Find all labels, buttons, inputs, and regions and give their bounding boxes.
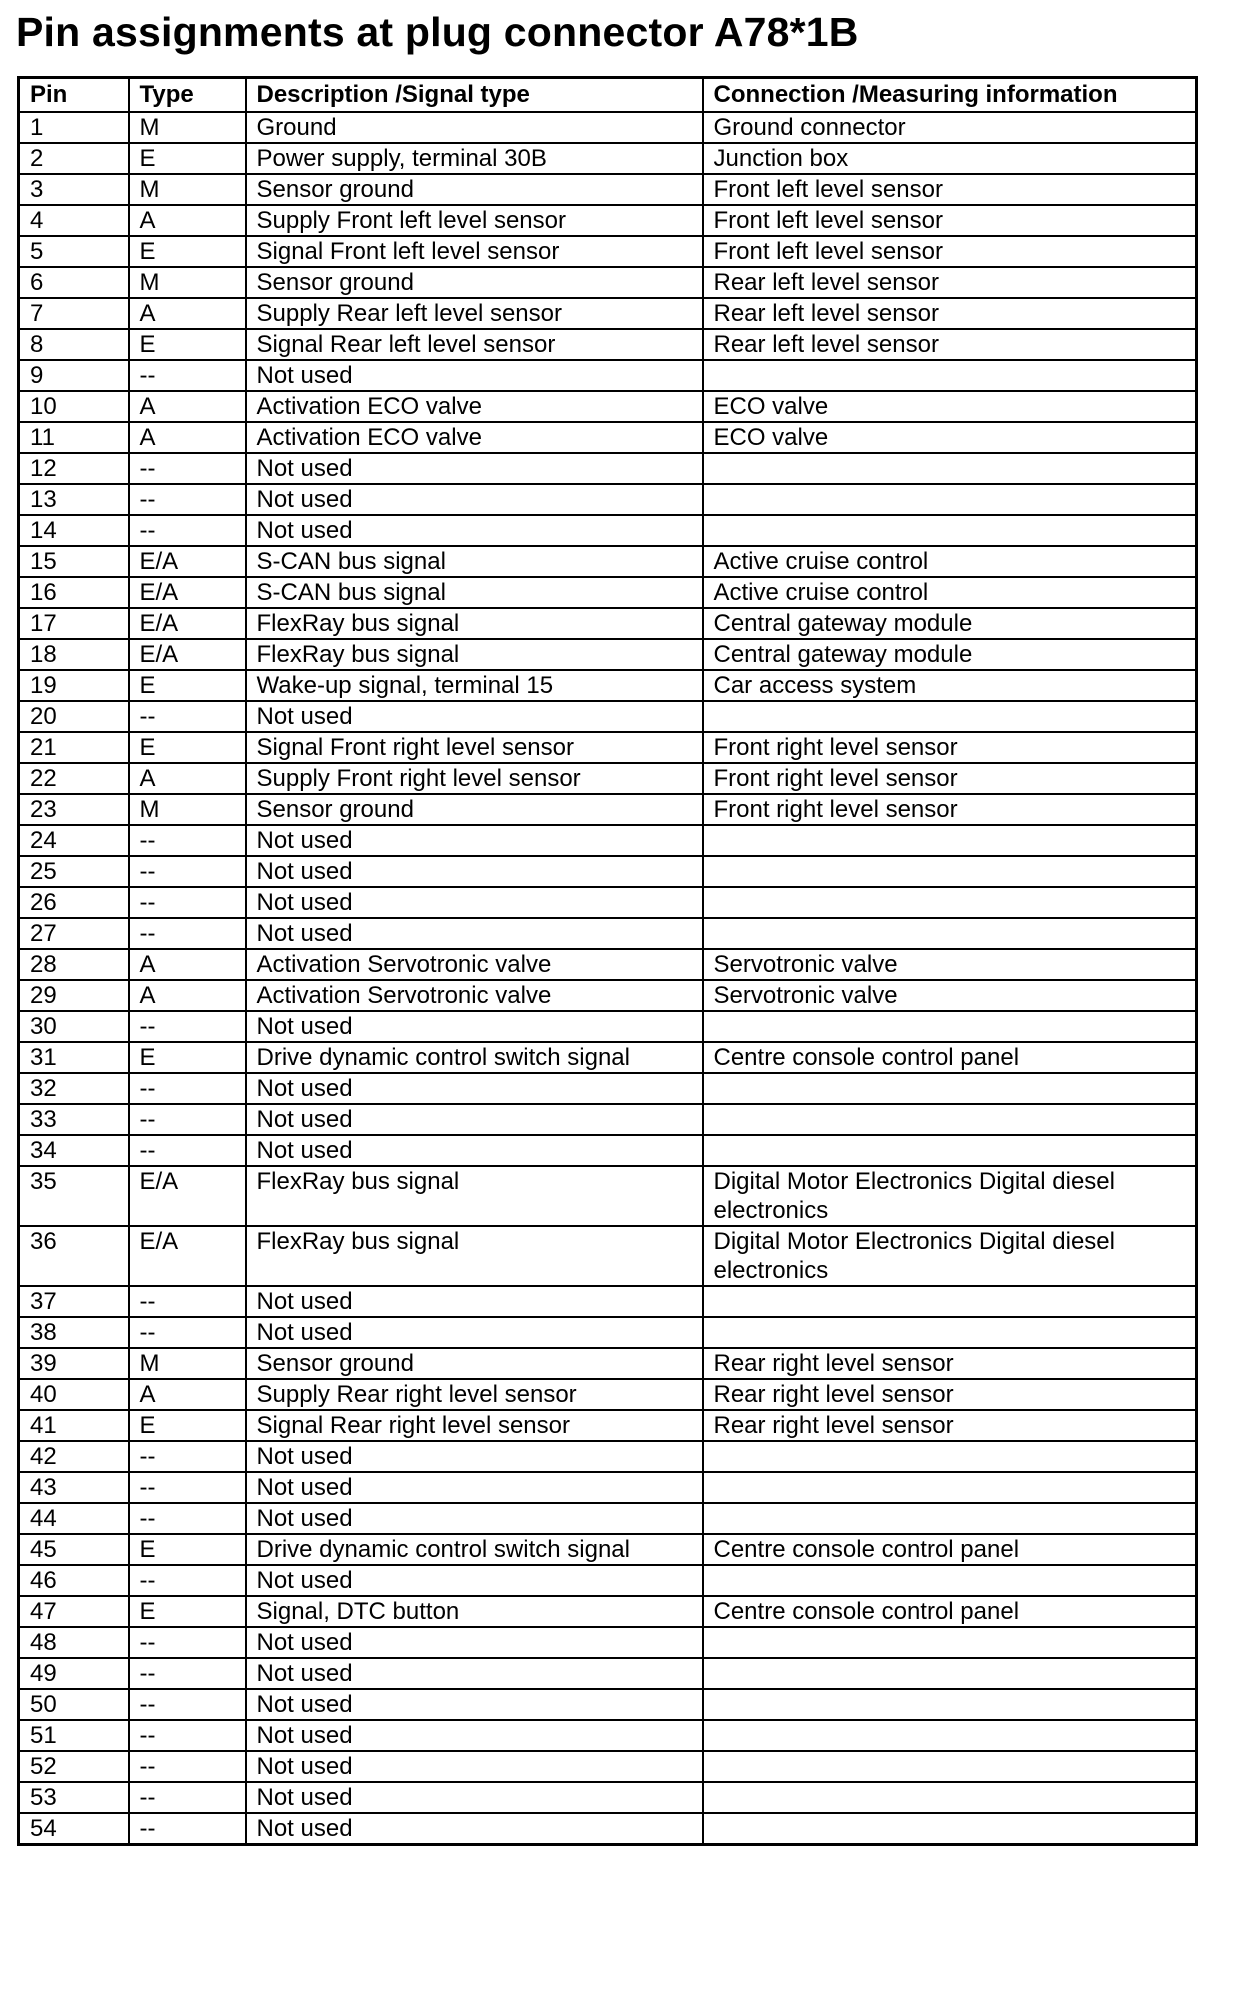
pin-cell: 29 bbox=[19, 980, 129, 1011]
description-cell: Not used bbox=[246, 484, 703, 515]
table-row bbox=[19, 1226, 1197, 1286]
connection-cell: Central gateway module bbox=[703, 608, 1197, 639]
type-cell: -- bbox=[129, 918, 246, 949]
pin-cell: 38 bbox=[19, 1317, 129, 1348]
description-cell: Activation ECO valve bbox=[246, 422, 703, 453]
connection-cell bbox=[703, 1782, 1197, 1813]
description-cell: Not used bbox=[246, 1813, 703, 1845]
type-cell: -- bbox=[129, 1317, 246, 1348]
type-cell: A bbox=[129, 422, 246, 453]
description-cell: FlexRay bus signal bbox=[246, 608, 703, 639]
description-cell: Not used bbox=[246, 515, 703, 546]
connection-cell: Front left level sensor bbox=[703, 174, 1197, 205]
connection-cell bbox=[703, 1135, 1197, 1166]
table-row bbox=[19, 918, 1197, 949]
connection-cell: ECO valve bbox=[703, 391, 1197, 422]
table-row bbox=[19, 1379, 1197, 1410]
column-header-type: Type bbox=[129, 78, 246, 113]
description-cell: Ground bbox=[246, 112, 703, 143]
connection-cell bbox=[703, 1472, 1197, 1503]
description-cell: Not used bbox=[246, 856, 703, 887]
description-cell: Not used bbox=[246, 1751, 703, 1782]
connection-cell: Rear left level sensor bbox=[703, 267, 1197, 298]
table-row bbox=[19, 298, 1197, 329]
pin-cell: 1 bbox=[19, 112, 129, 143]
description-cell: Signal, DTC button bbox=[246, 1596, 703, 1627]
type-cell: -- bbox=[129, 1073, 246, 1104]
connection-cell: Front right level sensor bbox=[703, 794, 1197, 825]
connection-cell: Digital Motor Electronics Digital diesel electronics bbox=[703, 1166, 1197, 1226]
table-row bbox=[19, 1565, 1197, 1596]
type-cell: -- bbox=[129, 1011, 246, 1042]
pin-cell: 44 bbox=[19, 1503, 129, 1534]
connection-cell: Digital Motor Electronics Digital diesel electronics bbox=[703, 1226, 1197, 1286]
description-cell: FlexRay bus signal bbox=[246, 1166, 703, 1226]
table-row bbox=[19, 1042, 1197, 1073]
description-cell: Not used bbox=[246, 360, 703, 391]
pin-cell: 16 bbox=[19, 577, 129, 608]
pin-cell: 51 bbox=[19, 1720, 129, 1751]
type-cell: -- bbox=[129, 360, 246, 391]
type-cell: E bbox=[129, 1534, 246, 1565]
connection-cell bbox=[703, 1073, 1197, 1104]
table-row bbox=[19, 608, 1197, 639]
connection-cell: Servotronic valve bbox=[703, 980, 1197, 1011]
type-cell: -- bbox=[129, 701, 246, 732]
connection-cell bbox=[703, 484, 1197, 515]
connection-cell bbox=[703, 1286, 1197, 1317]
type-cell: E bbox=[129, 732, 246, 763]
pin-cell: 48 bbox=[19, 1627, 129, 1658]
type-cell: M bbox=[129, 1348, 246, 1379]
description-cell: Not used bbox=[246, 1317, 703, 1348]
pin-cell: 3 bbox=[19, 174, 129, 205]
type-cell: E bbox=[129, 1042, 246, 1073]
page-title: Pin assignments at plug connector A78*1B bbox=[16, 9, 859, 55]
table-row bbox=[19, 360, 1197, 391]
connection-cell bbox=[703, 515, 1197, 546]
connection-cell bbox=[703, 1104, 1197, 1135]
description-cell: Supply Front left level sensor bbox=[246, 205, 703, 236]
pin-cell: 47 bbox=[19, 1596, 129, 1627]
connection-cell bbox=[703, 1441, 1197, 1472]
type-cell: E/A bbox=[129, 577, 246, 608]
pin-assignment-table bbox=[17, 76, 1198, 1846]
connection-cell: Front left level sensor bbox=[703, 236, 1197, 267]
connection-cell bbox=[703, 360, 1197, 391]
table-row bbox=[19, 1472, 1197, 1503]
connection-cell bbox=[703, 453, 1197, 484]
pin-cell: 19 bbox=[19, 670, 129, 701]
table-row bbox=[19, 1658, 1197, 1689]
table-row bbox=[19, 1073, 1197, 1104]
description-cell: Not used bbox=[246, 1011, 703, 1042]
pin-cell: 26 bbox=[19, 887, 129, 918]
type-cell: A bbox=[129, 391, 246, 422]
type-cell: -- bbox=[129, 825, 246, 856]
type-cell: E bbox=[129, 143, 246, 174]
table-row bbox=[19, 267, 1197, 298]
pin-cell: 46 bbox=[19, 1565, 129, 1596]
table-row bbox=[19, 1627, 1197, 1658]
pin-cell: 43 bbox=[19, 1472, 129, 1503]
pin-cell: 32 bbox=[19, 1073, 129, 1104]
connection-cell bbox=[703, 1565, 1197, 1596]
pin-cell: 28 bbox=[19, 949, 129, 980]
type-cell: A bbox=[129, 763, 246, 794]
type-cell: -- bbox=[129, 453, 246, 484]
table-row bbox=[19, 1596, 1197, 1627]
connection-cell: Rear left level sensor bbox=[703, 298, 1197, 329]
description-cell: Signal Rear left level sensor bbox=[246, 329, 703, 360]
pin-cell: 13 bbox=[19, 484, 129, 515]
description-cell: Sensor ground bbox=[246, 1348, 703, 1379]
description-cell: Supply Rear right level sensor bbox=[246, 1379, 703, 1410]
pin-cell: 22 bbox=[19, 763, 129, 794]
pin-cell: 35 bbox=[19, 1166, 129, 1226]
description-cell: Not used bbox=[246, 1135, 703, 1166]
description-cell: Supply Front right level sensor bbox=[246, 763, 703, 794]
connection-cell: Active cruise control bbox=[703, 546, 1197, 577]
table-row bbox=[19, 1011, 1197, 1042]
pin-cell: 20 bbox=[19, 701, 129, 732]
type-cell: A bbox=[129, 949, 246, 980]
type-cell: -- bbox=[129, 1135, 246, 1166]
connection-cell: Front right level sensor bbox=[703, 732, 1197, 763]
type-cell: -- bbox=[129, 1286, 246, 1317]
table-row bbox=[19, 329, 1197, 360]
connection-cell bbox=[703, 1751, 1197, 1782]
type-cell: A bbox=[129, 298, 246, 329]
type-cell: -- bbox=[129, 1658, 246, 1689]
description-cell: Drive dynamic control switch signal bbox=[246, 1534, 703, 1565]
type-cell: E/A bbox=[129, 546, 246, 577]
connection-cell bbox=[703, 918, 1197, 949]
table-row bbox=[19, 1782, 1197, 1813]
description-cell: Activation Servotronic valve bbox=[246, 949, 703, 980]
pin-cell: 4 bbox=[19, 205, 129, 236]
connection-cell: Rear right level sensor bbox=[703, 1379, 1197, 1410]
table-row bbox=[19, 639, 1197, 670]
pin-cell: 27 bbox=[19, 918, 129, 949]
description-cell: Not used bbox=[246, 1782, 703, 1813]
table-row bbox=[19, 515, 1197, 546]
table-row bbox=[19, 1689, 1197, 1720]
type-cell: A bbox=[129, 980, 246, 1011]
connection-cell: Centre console control panel bbox=[703, 1596, 1197, 1627]
table-row bbox=[19, 1534, 1197, 1565]
description-cell: Not used bbox=[246, 1104, 703, 1135]
description-cell: FlexRay bus signal bbox=[246, 1226, 703, 1286]
connection-cell bbox=[703, 1658, 1197, 1689]
description-cell: Activation Servotronic valve bbox=[246, 980, 703, 1011]
description-cell: Not used bbox=[246, 1503, 703, 1534]
pin-cell: 45 bbox=[19, 1534, 129, 1565]
pin-cell: 54 bbox=[19, 1813, 129, 1845]
type-cell: -- bbox=[129, 1782, 246, 1813]
description-cell: FlexRay bus signal bbox=[246, 639, 703, 670]
type-cell: -- bbox=[129, 1689, 246, 1720]
table-row bbox=[19, 763, 1197, 794]
pin-cell: 12 bbox=[19, 453, 129, 484]
table-row bbox=[19, 1286, 1197, 1317]
column-header-pin: Pin bbox=[19, 78, 129, 113]
type-cell: -- bbox=[129, 1441, 246, 1472]
table-row bbox=[19, 205, 1197, 236]
pin-cell: 8 bbox=[19, 329, 129, 360]
table-row bbox=[19, 825, 1197, 856]
pin-cell: 41 bbox=[19, 1410, 129, 1441]
table-row bbox=[19, 236, 1197, 267]
connection-cell: Active cruise control bbox=[703, 577, 1197, 608]
pin-cell: 34 bbox=[19, 1135, 129, 1166]
description-cell: Supply Rear left level sensor bbox=[246, 298, 703, 329]
connection-cell bbox=[703, 701, 1197, 732]
type-cell: E/A bbox=[129, 608, 246, 639]
pin-cell: 30 bbox=[19, 1011, 129, 1042]
type-cell: -- bbox=[129, 515, 246, 546]
pin-cell: 36 bbox=[19, 1226, 129, 1286]
pin-cell: 17 bbox=[19, 608, 129, 639]
pin-cell: 37 bbox=[19, 1286, 129, 1317]
pin-cell: 9 bbox=[19, 360, 129, 391]
table-row bbox=[19, 887, 1197, 918]
connection-cell: Front right level sensor bbox=[703, 763, 1197, 794]
pin-cell: 5 bbox=[19, 236, 129, 267]
type-cell: M bbox=[129, 794, 246, 825]
pin-cell: 53 bbox=[19, 1782, 129, 1813]
pin-cell: 11 bbox=[19, 422, 129, 453]
pin-cell: 10 bbox=[19, 391, 129, 422]
description-cell: Sensor ground bbox=[246, 267, 703, 298]
table-row bbox=[19, 453, 1197, 484]
description-cell: S-CAN bus signal bbox=[246, 546, 703, 577]
description-cell: Not used bbox=[246, 701, 703, 732]
table-row bbox=[19, 1410, 1197, 1441]
pin-cell: 33 bbox=[19, 1104, 129, 1135]
connection-cell bbox=[703, 1627, 1197, 1658]
pin-cell: 39 bbox=[19, 1348, 129, 1379]
description-cell: Sensor ground bbox=[246, 174, 703, 205]
pin-cell: 21 bbox=[19, 732, 129, 763]
table-row bbox=[19, 422, 1197, 453]
connection-cell: Car access system bbox=[703, 670, 1197, 701]
pin-cell: 18 bbox=[19, 639, 129, 670]
description-cell: Not used bbox=[246, 918, 703, 949]
connection-cell bbox=[703, 1813, 1197, 1845]
description-cell: Activation ECO valve bbox=[246, 391, 703, 422]
type-cell: E/A bbox=[129, 1166, 246, 1226]
pin-cell: 50 bbox=[19, 1689, 129, 1720]
type-cell: E bbox=[129, 236, 246, 267]
connection-cell: Rear left level sensor bbox=[703, 329, 1197, 360]
connection-cell: Rear right level sensor bbox=[703, 1348, 1197, 1379]
table-row bbox=[19, 1813, 1197, 1845]
table-row bbox=[19, 174, 1197, 205]
type-cell: E bbox=[129, 670, 246, 701]
type-cell: -- bbox=[129, 1104, 246, 1135]
connection-cell bbox=[703, 1720, 1197, 1751]
type-cell: -- bbox=[129, 1813, 246, 1845]
table-row bbox=[19, 484, 1197, 515]
connection-cell bbox=[703, 825, 1197, 856]
table-row bbox=[19, 701, 1197, 732]
connection-cell: ECO valve bbox=[703, 422, 1197, 453]
type-cell: -- bbox=[129, 1720, 246, 1751]
table-row bbox=[19, 949, 1197, 980]
table-row bbox=[19, 546, 1197, 577]
connection-cell: Ground connector bbox=[703, 112, 1197, 143]
description-cell: Not used bbox=[246, 1286, 703, 1317]
type-cell: M bbox=[129, 174, 246, 205]
connection-cell: Junction box bbox=[703, 143, 1197, 174]
type-cell: E/A bbox=[129, 1226, 246, 1286]
table-header-row bbox=[19, 78, 1197, 113]
table-row bbox=[19, 1104, 1197, 1135]
table-row bbox=[19, 112, 1197, 143]
pin-cell: 49 bbox=[19, 1658, 129, 1689]
connection-cell: Rear right level sensor bbox=[703, 1410, 1197, 1441]
connection-cell bbox=[703, 1689, 1197, 1720]
table-row bbox=[19, 670, 1197, 701]
table-row bbox=[19, 1317, 1197, 1348]
type-cell: A bbox=[129, 205, 246, 236]
pin-cell: 23 bbox=[19, 794, 129, 825]
type-cell: -- bbox=[129, 484, 246, 515]
type-cell: -- bbox=[129, 856, 246, 887]
table-row bbox=[19, 1166, 1197, 1226]
description-cell: Sensor ground bbox=[246, 794, 703, 825]
pin-cell: 2 bbox=[19, 143, 129, 174]
description-cell: Not used bbox=[246, 887, 703, 918]
description-cell: Signal Front left level sensor bbox=[246, 236, 703, 267]
type-cell: -- bbox=[129, 887, 246, 918]
description-cell: Not used bbox=[246, 1658, 703, 1689]
table-row bbox=[19, 577, 1197, 608]
type-cell: E/A bbox=[129, 639, 246, 670]
type-cell: -- bbox=[129, 1503, 246, 1534]
column-header-description: Description /Signal type bbox=[246, 78, 703, 113]
pin-cell: 14 bbox=[19, 515, 129, 546]
table-row bbox=[19, 1348, 1197, 1379]
pin-cell: 42 bbox=[19, 1441, 129, 1472]
table-row bbox=[19, 391, 1197, 422]
pin-cell: 15 bbox=[19, 546, 129, 577]
pin-cell: 6 bbox=[19, 267, 129, 298]
table-row bbox=[19, 1503, 1197, 1534]
connection-cell: Front left level sensor bbox=[703, 205, 1197, 236]
connection-cell bbox=[703, 856, 1197, 887]
pin-cell: 24 bbox=[19, 825, 129, 856]
connection-cell: Centre console control panel bbox=[703, 1534, 1197, 1565]
type-cell: -- bbox=[129, 1627, 246, 1658]
description-cell: S-CAN bus signal bbox=[246, 577, 703, 608]
table-row bbox=[19, 1751, 1197, 1782]
table-row bbox=[19, 794, 1197, 825]
description-cell: Not used bbox=[246, 1720, 703, 1751]
connection-cell bbox=[703, 1317, 1197, 1348]
description-cell: Drive dynamic control switch signal bbox=[246, 1042, 703, 1073]
type-cell: A bbox=[129, 1379, 246, 1410]
description-cell: Signal Rear right level sensor bbox=[246, 1410, 703, 1441]
column-header-connection: Connection /Measuring information bbox=[703, 78, 1197, 113]
connection-cell: Central gateway module bbox=[703, 639, 1197, 670]
description-cell: Not used bbox=[246, 1689, 703, 1720]
table-row bbox=[19, 856, 1197, 887]
description-cell: Not used bbox=[246, 1441, 703, 1472]
connection-cell: Centre console control panel bbox=[703, 1042, 1197, 1073]
type-cell: -- bbox=[129, 1472, 246, 1503]
type-cell: E bbox=[129, 1410, 246, 1441]
table-row bbox=[19, 980, 1197, 1011]
description-cell: Not used bbox=[246, 1565, 703, 1596]
type-cell: -- bbox=[129, 1565, 246, 1596]
type-cell: E bbox=[129, 1596, 246, 1627]
connection-cell bbox=[703, 887, 1197, 918]
type-cell: -- bbox=[129, 1751, 246, 1782]
pin-cell: 52 bbox=[19, 1751, 129, 1782]
connection-cell bbox=[703, 1011, 1197, 1042]
description-cell: Not used bbox=[246, 1627, 703, 1658]
description-cell: Wake-up signal, terminal 15 bbox=[246, 670, 703, 701]
type-cell: M bbox=[129, 112, 246, 143]
description-cell: Signal Front right level sensor bbox=[246, 732, 703, 763]
pin-cell: 25 bbox=[19, 856, 129, 887]
description-cell: Not used bbox=[246, 453, 703, 484]
table-row bbox=[19, 1720, 1197, 1751]
description-cell: Power supply, terminal 30B bbox=[246, 143, 703, 174]
table-row bbox=[19, 1135, 1197, 1166]
type-cell: E bbox=[129, 329, 246, 360]
pin-cell: 31 bbox=[19, 1042, 129, 1073]
table-row bbox=[19, 732, 1197, 763]
pin-cell: 7 bbox=[19, 298, 129, 329]
table-row bbox=[19, 143, 1197, 174]
table-row bbox=[19, 1441, 1197, 1472]
connection-cell: Servotronic valve bbox=[703, 949, 1197, 980]
description-cell: Not used bbox=[246, 1472, 703, 1503]
table-body bbox=[19, 112, 1197, 1845]
connection-cell bbox=[703, 1503, 1197, 1534]
pin-cell: 40 bbox=[19, 1379, 129, 1410]
description-cell: Not used bbox=[246, 825, 703, 856]
type-cell: M bbox=[129, 267, 246, 298]
description-cell: Not used bbox=[246, 1073, 703, 1104]
